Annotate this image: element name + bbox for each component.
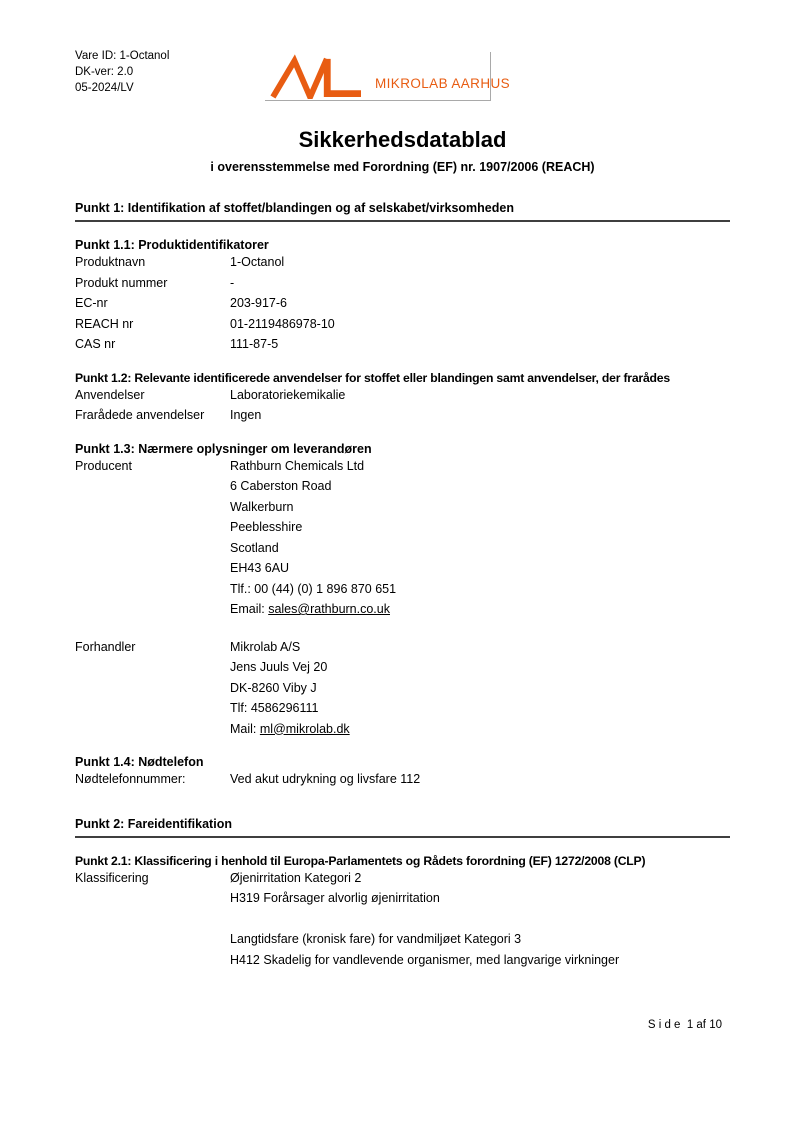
section-1-2-heading: Punkt 1.2: Relevante identificerede anvendelser for stoffet eller blandingen samt anvendelser, der frarådes — [75, 370, 670, 385]
field-label: CAS nr — [75, 337, 116, 351]
section-2-heading: Punkt 2: Fareidentifikation — [75, 817, 730, 838]
field-label: Forhandler — [75, 639, 136, 654]
field-value: Ved akut udrykning og livsfare 112 — [230, 772, 421, 786]
address-line: EH43 6AU — [230, 561, 290, 575]
field-label: Frarådede anvendelser — [75, 408, 205, 422]
field-value: - — [230, 275, 235, 290]
field-label: Produkt nummer — [75, 275, 168, 290]
field-label: EC-nr — [75, 296, 108, 310]
field-value: 111-87-5 — [230, 337, 279, 351]
table-row — [75, 314, 730, 335]
forhandler-block — [75, 637, 730, 740]
logo-wordmark: MIKROLAB AARHUS — [375, 76, 511, 91]
section-2-1-heading: Punkt 2.1: Klassificering i henhold til Europa-Parlamentets og Rådets forordning (EF) 1272/2008 (CLP) — [75, 853, 646, 868]
hazard-statement: H412 Skadelig for vandlevende organismer, med langvarige virkninger — [230, 952, 620, 967]
producent-email-link[interactable]: sales@rathburn.co.uk — [268, 602, 390, 616]
page-number: S i d e 1 af 10 — [647, 1019, 722, 1031]
section-1-4-heading: Punkt 1.4: Nødtelefon — [75, 755, 204, 769]
klassificering-block — [75, 868, 730, 971]
field-label: Producent — [75, 458, 132, 473]
document-header — [75, 48, 730, 102]
table-row — [75, 252, 730, 273]
phone-line: Tlf.: 00 (44) (0) 1 896 870 651 — [230, 581, 397, 596]
phone-line: Tlf: 4586296111 — [230, 701, 319, 715]
address-line: Scotland — [230, 540, 279, 555]
field-label: Klassificering — [75, 870, 149, 885]
mikrolab-logo — [265, 52, 511, 101]
email-label: Mail: — [230, 721, 260, 736]
section-1-heading: Punkt 1: Identifikation af stoffet/blandingen og af selskabet/virksomheden — [75, 201, 730, 222]
classification-line: Langtidsfare (kronisk fare) for vandmiljøet Kategori 3 — [230, 932, 522, 946]
table-row — [75, 385, 730, 406]
blank-line — [230, 909, 619, 930]
producent-address — [230, 456, 396, 620]
field-value: Ingen — [230, 408, 262, 422]
field-value: 01-2119486978-10 — [230, 316, 335, 331]
table-row — [75, 405, 730, 426]
field-value: 203-917-6 — [230, 296, 287, 310]
date-initials: 05-2024/LV — [75, 82, 134, 94]
hazard-statement: H319 Forårsager alvorlig øjenirritation — [230, 891, 440, 905]
address-line: Jens Juuls Vej 20 — [230, 660, 328, 674]
field-label: Nødtelefonnummer: — [75, 772, 186, 786]
field-value: 1-Octanol — [230, 255, 285, 269]
section-1-1-heading: Punkt 1.1: Produktidentifikatorer — [75, 238, 269, 252]
table-row — [75, 769, 730, 790]
vare-id: Vare ID: 1-Octanol — [75, 50, 170, 62]
document-title: Sikkerhedsdatablad — [298, 127, 507, 152]
email-line — [230, 719, 350, 740]
document-subtitle: i overensstemmelse med Forordning (EF) nr. 1907/2006 (REACH) — [210, 160, 595, 174]
ml-zigzag-icon — [267, 54, 365, 99]
page-content — [75, 48, 730, 970]
forhandler-email-link[interactable]: ml@mikrolab.dk — [259, 721, 350, 736]
table-row — [75, 273, 730, 294]
address-line: Walkerburn — [230, 499, 294, 514]
field-label: Anvendelser — [75, 387, 145, 402]
dk-version: DK-ver: 2.0 — [75, 66, 134, 78]
producent-block — [75, 456, 730, 620]
section-1-3-heading: Punkt 1.3: Nærmere oplysninger om leverandøren — [75, 441, 372, 456]
classification-lines — [230, 868, 619, 971]
email-label: Email: — [230, 602, 269, 616]
field-label: REACH nr — [75, 316, 134, 331]
field-value: Laboratoriekemikalie — [230, 387, 346, 402]
address-line: DK-8260 Viby J — [230, 680, 317, 695]
address-line: 6 Caberston Road — [230, 479, 332, 493]
address-line: Rathburn Chemicals Ltd — [230, 458, 365, 473]
classification-line: Øjenirritation Kategori 2 — [230, 870, 362, 885]
field-label: Produktnavn — [75, 255, 146, 269]
table-row — [75, 293, 730, 314]
forhandler-address — [230, 637, 350, 740]
address-line: Peeblesshire — [230, 520, 303, 534]
table-row — [75, 334, 730, 355]
address-line: Mikrolab A/S — [230, 639, 301, 654]
email-line — [230, 599, 396, 620]
